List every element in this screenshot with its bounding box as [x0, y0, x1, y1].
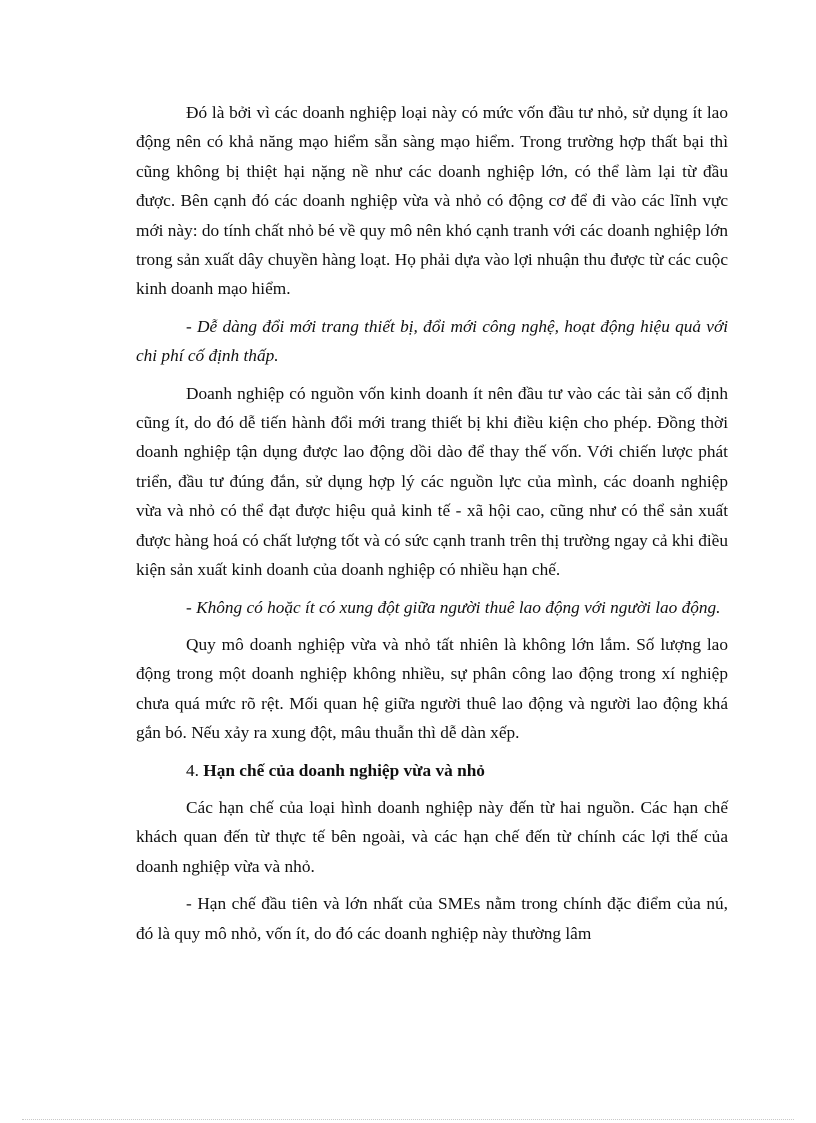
paragraph-first-limitation: - Hạn chế đầu tiên và lớn nhất của SMEs nằm trong chính đặc điểm của nú, đó là quy mô nhỏ, vốn ít, do đó các doanh nghiệp này thường lâm	[136, 894, 728, 943]
paragraph-limitation-sources: Các hạn chế của loại hình doanh nghiệp này đến từ hai nguồn. Các hạn chế khách quan đến từ thực tế bên ngoài, và các hạn chế đến từ chính các lợi thế của doanh nghiệp vừa và nhỏ.	[136, 797, 728, 876]
page-bottom-border	[22, 1119, 794, 1120]
document-body	[136, 98, 728, 956]
paragraph-advantage-labor-relations: - Không có hoặc ít có xung đột giữa người thuê lao động với người lao động.	[186, 597, 721, 617]
section-heading	[136, 756, 728, 785]
section-number: 4.	[186, 760, 204, 780]
paragraph-labor-scale: Quy mô doanh nghiệp vừa và nhỏ tất nhiên là không lớn lắm. Số lượng lao động trong một doanh nghiệp không nhiều, sự phân công lao động trong xí nghiệp chưa quá mức rõ rệt. Mối quan hệ giữa người thuê lao động và người lao động khá gắn bó. Nếu xảy ra xung đột, mâu thuẫn thì dễ dàn xếp.	[136, 634, 728, 743]
paragraph-advantage-equipment: - Dễ dàng đổi mới trang thiết bị, đổi mới công nghệ, hoạt động hiệu quả với chi phí cố định thấp.	[136, 316, 728, 366]
paragraph-risk-reason: Đó là bởi vì các doanh nghiệp loại này có mức vốn đầu tư nhỏ, sử dụng ít lao động nên có khả năng mạo hiểm sẵn sàng mạo hiểm. Trong trường hợp thất bại thì cũng không bị thiệt hại nặng nề như các doanh nghiệp lớn, có thể làm lại từ đầu được. Bên cạnh đó các doanh nghiệp vừa và nhỏ có động cơ để đi vào các lĩnh vực mới này: do tính chất nhỏ bé về quy mô nên khó cạnh tranh với các doanh nghiệp lớn trong sản xuất dây chuyền hàng loạt. Họ phải dựa vào lợi nhuận thu được từ các cuộc kinh doanh mạo hiểm.	[136, 103, 728, 299]
paragraph-capital-assets: Doanh nghiệp có nguồn vốn kinh doanh ít nên đầu tư vào các tài sản cố định cũng ít, do đó dễ tiến hành đổi mới trang thiết bị khi điều kiện cho phép. Đồng thời doanh nghiệp tận dụng được lao động dồi dào để thay thế vốn. Với chiến lược phát triển, đầu tư đúng đắn, sử dụng hợp lý các nguồn lực của mình, các doanh nghiệp vừa và nhỏ có thể đạt được hiệu quả kinh tế - xã hội cao, cũng như có thể sản xuất được hàng hoá có chất lượng tốt và có sức cạnh tranh trên thị trường ngay cả khi điều kiện sản xuất kinh doanh của doanh nghiệp có nhiều hạn chế.	[136, 383, 728, 580]
section-title: Hạn chế của doanh nghiệp vừa và nhỏ	[203, 760, 485, 780]
